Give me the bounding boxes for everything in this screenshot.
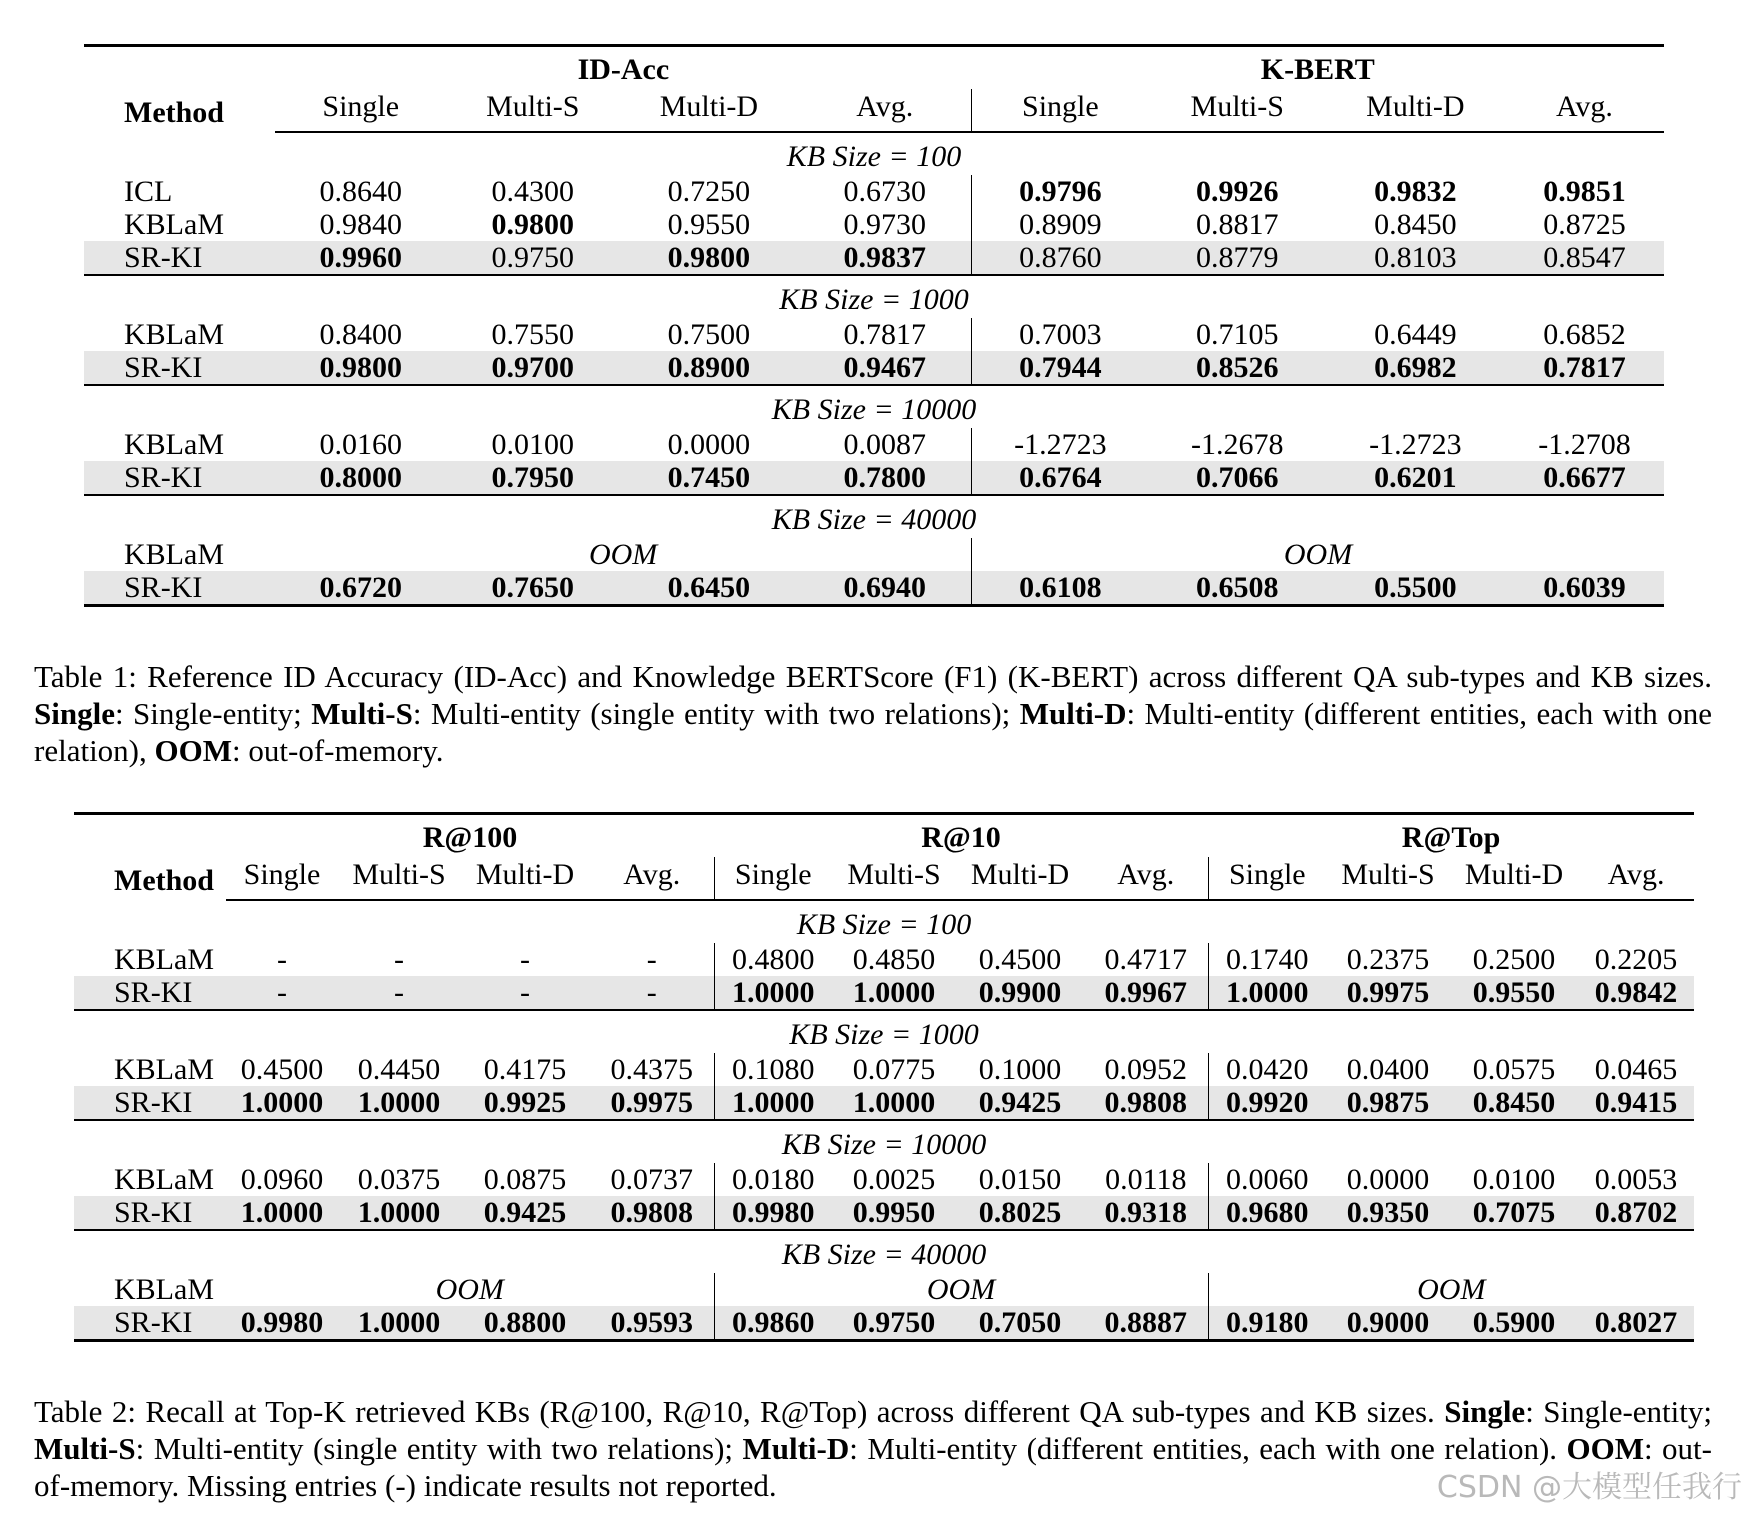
header-row [84,46,1664,90]
method-column-header: Method [74,814,226,901]
table-cell: 0.9800 [275,351,446,385]
table-cell: 0.0875 [483,1163,567,1196]
table-cell: 0.6039 [1505,571,1664,606]
table-cell: 0.4500 [240,1053,324,1086]
table-cell: 0.8103 [1326,241,1505,275]
table-cell: 0.8025 [956,1196,1084,1230]
table-row [84,351,1664,385]
table-row [74,1196,1694,1230]
table-row [84,571,1664,606]
kb-size-row [84,495,1664,538]
header-row [74,814,1694,858]
table-cell: 0.7817 [798,318,971,351]
table-cell: 0.7066 [1149,461,1326,495]
table-cell: 0.6450 [619,571,798,606]
oom-cell: OOM [1417,1273,1486,1306]
subtype-column-header: Multi-S [338,857,460,900]
table-cell: 0.4717 [1084,943,1208,976]
table-cell: 0.0160 [319,428,402,461]
table-row [74,1086,1694,1120]
table-cell: 0.9980 [714,1196,832,1230]
method-column-header: Method [84,46,275,133]
table-cell: 0.4450 [357,1053,441,1086]
table-cell: 0.8800 [460,1306,590,1341]
table-cell: 0.1080 [732,1053,815,1086]
table-cell: 0.9467 [798,351,971,385]
table-cell: 0.1000 [978,1053,1062,1086]
method-name: KBLaM [124,538,224,571]
table-cell: 0.8760 [972,241,1149,275]
subtype-column-header: Avg. [1578,857,1694,900]
table-cell: 0.0575 [1472,1053,1556,1086]
table-cell: 0.9925 [460,1086,590,1120]
table-cell: 0.8450 [1450,1086,1578,1120]
table-cell: 1.0000 [1208,976,1326,1010]
subtype-column-header: Single [275,89,446,132]
table-cell: 0.9837 [798,241,971,275]
table-cell: 0.7800 [798,461,971,495]
table-cell: 0.9680 [1208,1196,1326,1230]
table-cell: 0.0952 [1084,1053,1208,1086]
method-name: KBLaM [114,1273,214,1306]
table-cell: 0.0100 [1472,1163,1556,1196]
table-cell: 0.0060 [1226,1163,1309,1196]
table-cell: 0.7650 [446,571,619,606]
table-cell: 0.0087 [798,428,971,461]
table-cell: 0.4800 [732,943,815,976]
table-cell: 0.8900 [619,351,798,385]
table-cell: 0.6982 [1326,351,1505,385]
table-cell: 0.8000 [275,461,446,495]
table-cell: 1.0000 [714,1086,832,1120]
table-row [84,428,1664,461]
kb-size-label: KB Size = 1000 [84,275,1664,318]
table-cell: 1.0000 [832,1086,956,1120]
method-name: SR-KI [74,1306,226,1341]
table-cell: 0.8887 [1084,1306,1208,1341]
table-cell: 1.0000 [714,976,832,1010]
table-row [84,318,1664,351]
table-cell: 0.8400 [319,318,402,351]
table-2 [74,812,1694,1342]
metric-group-header: R@10 [714,814,1208,858]
kb-size-row [84,132,1664,175]
watermark: CSDN @大模型任我行 [1436,1470,1742,1505]
table-cell: 0.9730 [798,208,971,241]
table-cell: 0.6108 [972,571,1149,606]
table-cell: 1.0000 [832,976,956,1010]
table-row [74,1306,1694,1341]
table-cell: 0.9800 [491,208,575,241]
table-cell: 0.6940 [798,571,971,606]
oom-cell: OOM [1283,538,1353,571]
table-cell: 0.8027 [1578,1306,1694,1341]
method-name: SR-KI [84,351,275,385]
metric-group-header: R@Top [1208,814,1694,858]
subtype-column-header: Multi-S [1149,89,1326,132]
subtype-column-header: Avg. [1505,89,1664,132]
table-1-caption: Table 1: Reference ID Accuracy (ID-Acc) and Knowledge BERTScore (F1) (K-BERT) across different QA sub-types and KB sizes. Single: Single-entity; Multi-S: Multi-entity (single entity with two relations); Multi-D: Multi-entity (different entities, each with one relation), OOM: out-of-memory. [34,659,1712,768]
table-cell: 0.0375 [357,1163,441,1196]
table-cell: 0.9808 [1084,1086,1208,1120]
method-name: KBLaM [114,1053,214,1086]
kb-size-label: KB Size = 100 [796,908,972,941]
table-cell: 0.7105 [1195,318,1279,351]
table-cell: 0.9980 [226,1306,338,1341]
subtype-column-header: Single [714,857,832,900]
subtype-column-header: Multi-D [1326,89,1505,132]
table-cell: 1.0000 [338,1196,460,1230]
table-cell: 0.4500 [978,943,1062,976]
subtype-column-header: Multi-S [1326,857,1450,900]
oom-cell: OOM [275,538,971,571]
subtype-column-header: Multi-D [1450,857,1578,900]
kb-size-row [84,385,1664,428]
table-cell: 0.9750 [832,1306,956,1341]
table-cell: 0.7250 [667,175,751,208]
table-cell: 0.9796 [1019,175,1102,208]
table-cell: 0.8450 [1374,208,1457,241]
kb-size-row [74,1010,1694,1053]
kb-size-label: KB Size = 100 [786,140,962,173]
subheader-row [74,857,1694,900]
method-name: KBLaM [124,318,224,351]
kb-size-row [74,1230,1694,1273]
table-cell: 0.9550 [667,208,751,241]
table-cell: - [590,943,714,976]
method-name: KBLaM [114,943,214,976]
subtype-column-header: Avg. [1084,857,1208,900]
table-cell: 0.8817 [1195,208,1279,241]
table-cell: 0.5500 [1326,571,1505,606]
table-cell: 0.0025 [852,1163,936,1196]
table-cell: 0.9000 [1326,1306,1450,1341]
table-cell: 0.0118 [1084,1163,1208,1196]
table-cell: 0.9750 [446,241,619,275]
table-cell: - [460,976,590,1010]
table-cell: 0.0180 [732,1163,815,1196]
method-name: SR-KI [84,571,275,606]
table-cell: -1.2708 [1538,428,1631,461]
method-name: ICL [124,175,173,208]
metric-group-header: ID-Acc [275,46,971,90]
table-cell: 0.6852 [1543,318,1626,351]
table-cell: 0.9851 [1543,175,1626,208]
table-row [84,538,1664,571]
table-row [74,943,1694,976]
table-row [84,208,1664,241]
table-cell: 0.9975 [1326,976,1450,1010]
table-cell: 0.4300 [491,175,575,208]
table-cell: 0.9900 [956,976,1084,1010]
subtype-column-header: Avg. [798,89,971,132]
table-cell: 0.0960 [240,1163,324,1196]
table-row [84,175,1664,208]
table-cell: 0.6508 [1149,571,1326,606]
subtype-column-header: Single [972,89,1149,132]
table-cell: 0.9842 [1578,976,1694,1010]
table-row [74,1273,1694,1306]
table-cell: 0.6201 [1326,461,1505,495]
table-cell: 0.8909 [1019,208,1102,241]
table-cell: 0.5900 [1450,1306,1578,1341]
table-cell: 1.0000 [338,1086,460,1120]
kb-size-row [74,1120,1694,1163]
table-cell: 0.7075 [1450,1196,1578,1230]
table-cell: 0.6730 [798,175,971,208]
table-cell: 0.8702 [1578,1196,1694,1230]
table-cell: 0.4175 [483,1053,567,1086]
table-cell: 0.9318 [1084,1196,1208,1230]
table-cell: 0.8640 [319,175,402,208]
table-cell: 0.0000 [667,428,751,461]
table-cell: 0.7500 [667,318,751,351]
table-cell: 0.8526 [1149,351,1326,385]
subtype-column-header: Multi-S [832,857,956,900]
table-cell: 0.0150 [978,1163,1062,1196]
table-cell: 0.9967 [1084,976,1208,1010]
oom-cell: OOM [714,1273,1208,1306]
oom-cell: OOM [226,1273,714,1306]
table-cell: 0.9875 [1326,1086,1450,1120]
kb-size-label: KB Size = 10000 [84,385,1664,428]
table-cell: 0.1740 [1226,943,1309,976]
table-cell: 0.9975 [590,1086,714,1120]
method-name: SR-KI [84,461,275,495]
table-cell: 0.6449 [1374,318,1457,351]
table-row [84,241,1664,275]
method-name: KBLaM [114,1163,214,1196]
table-cell: 0.4850 [852,943,936,976]
table-1 [84,44,1664,607]
table-cell: - [277,943,287,976]
table-cell: 0.9960 [275,241,446,275]
table-cell: 0.0465 [1594,1053,1678,1086]
subtype-column-header: Single [1208,857,1326,900]
table-cell: 0.9950 [832,1196,956,1230]
table-cell: 0.6764 [972,461,1149,495]
table-cell: 0.9926 [1195,175,1279,208]
table-cell: 0.9425 [460,1196,590,1230]
table-cell: 0.9860 [714,1306,832,1341]
table-cell: 0.8547 [1505,241,1664,275]
table-cell: 0.6720 [275,571,446,606]
method-name: SR-KI [84,241,275,275]
table-cell: 0.0000 [1346,1163,1430,1196]
table-cell: 0.7050 [956,1306,1084,1341]
table-cell: 1.0000 [226,1086,338,1120]
table-cell: 0.4375 [590,1053,714,1086]
table-cell: 0.0737 [590,1163,714,1196]
subtype-column-header: Single [226,857,338,900]
table-cell: 0.7817 [1505,351,1664,385]
table-row [84,461,1664,495]
table-cell: 0.0420 [1226,1053,1309,1086]
table-cell: 0.8779 [1149,241,1326,275]
kb-size-label: KB Size = 40000 [84,495,1664,538]
table-cell: 0.7950 [446,461,619,495]
table-cell: 0.2205 [1594,943,1678,976]
table-cell: 0.9920 [1208,1086,1326,1120]
table-cell: 0.9350 [1326,1196,1450,1230]
table-cell: 0.0053 [1594,1163,1678,1196]
kb-size-row [74,900,1694,943]
table-cell: 0.7550 [491,318,575,351]
subtype-column-header: Multi-D [956,857,1084,900]
subtype-column-header: Multi-S [446,89,619,132]
subheader-row [84,89,1664,132]
method-name: KBLaM [124,208,224,241]
table-cell: - [394,943,404,976]
metric-group-header: R@100 [226,814,714,858]
table-2-caption: Table 2: Recall at Top-K retrieved KBs (R@100, R@10, R@Top) across different QA sub-types and KB sizes. Single: Single-entity; Multi-S: Multi-entity (single entity with two relations); Multi-D: Multi-entity (different entities, each with one relation). OOM: out-of-memory. Missing entries (-) indicate results not reported. [34,1394,1713,1503]
table-cell: - [590,976,714,1010]
table-row [74,1053,1694,1086]
table-cell: 0.9700 [446,351,619,385]
table-cell: 0.0100 [491,428,575,461]
table-row [74,976,1694,1010]
method-name: KBLaM [124,428,224,461]
method-name: SR-KI [74,1086,226,1120]
subtype-column-header: Multi-D [619,89,798,132]
table-cell: 0.9415 [1578,1086,1694,1120]
table-cell: 0.7003 [1019,318,1102,351]
kb-size-label: KB Size = 40000 [74,1230,1694,1273]
table-cell: 0.2500 [1472,943,1556,976]
table-cell: 0.9832 [1374,175,1457,208]
subtype-column-header: Avg. [590,857,714,900]
table-cell: 0.6677 [1505,461,1664,495]
table-cell: 0.9800 [619,241,798,275]
table-cell: 0.9550 [1450,976,1578,1010]
table-cell: - [226,976,338,1010]
table-cell: -1.2678 [1190,428,1284,461]
table-cell: -1.2723 [1369,428,1462,461]
table-cell: 0.9593 [590,1306,714,1341]
table-cell: 0.0400 [1346,1053,1430,1086]
kb-size-row [84,275,1664,318]
table-cell: 0.9180 [1208,1306,1326,1341]
subtype-column-header: Multi-D [460,857,590,900]
table-row [74,1163,1694,1196]
table-cell: 0.7944 [972,351,1149,385]
table-cell: 0.8725 [1543,208,1626,241]
table-cell: - [520,943,530,976]
table-cell: 1.0000 [226,1196,338,1230]
method-name: SR-KI [74,976,226,1010]
table-cell: 0.9840 [319,208,402,241]
table-cell: 0.0775 [852,1053,936,1086]
kb-size-label: KB Size = 10000 [74,1120,1694,1163]
table-cell: 1.0000 [338,1306,460,1341]
table-cell: - [338,976,460,1010]
table-cell: 0.9808 [590,1196,714,1230]
table-cell: -1.2723 [1014,428,1107,461]
method-name: SR-KI [74,1196,226,1230]
table-cell: 0.9425 [956,1086,1084,1120]
kb-size-label: KB Size = 1000 [74,1010,1694,1053]
table-cell: 0.2375 [1346,943,1430,976]
metric-group-header: K-BERT [972,46,1664,90]
table-cell: 0.7450 [619,461,798,495]
